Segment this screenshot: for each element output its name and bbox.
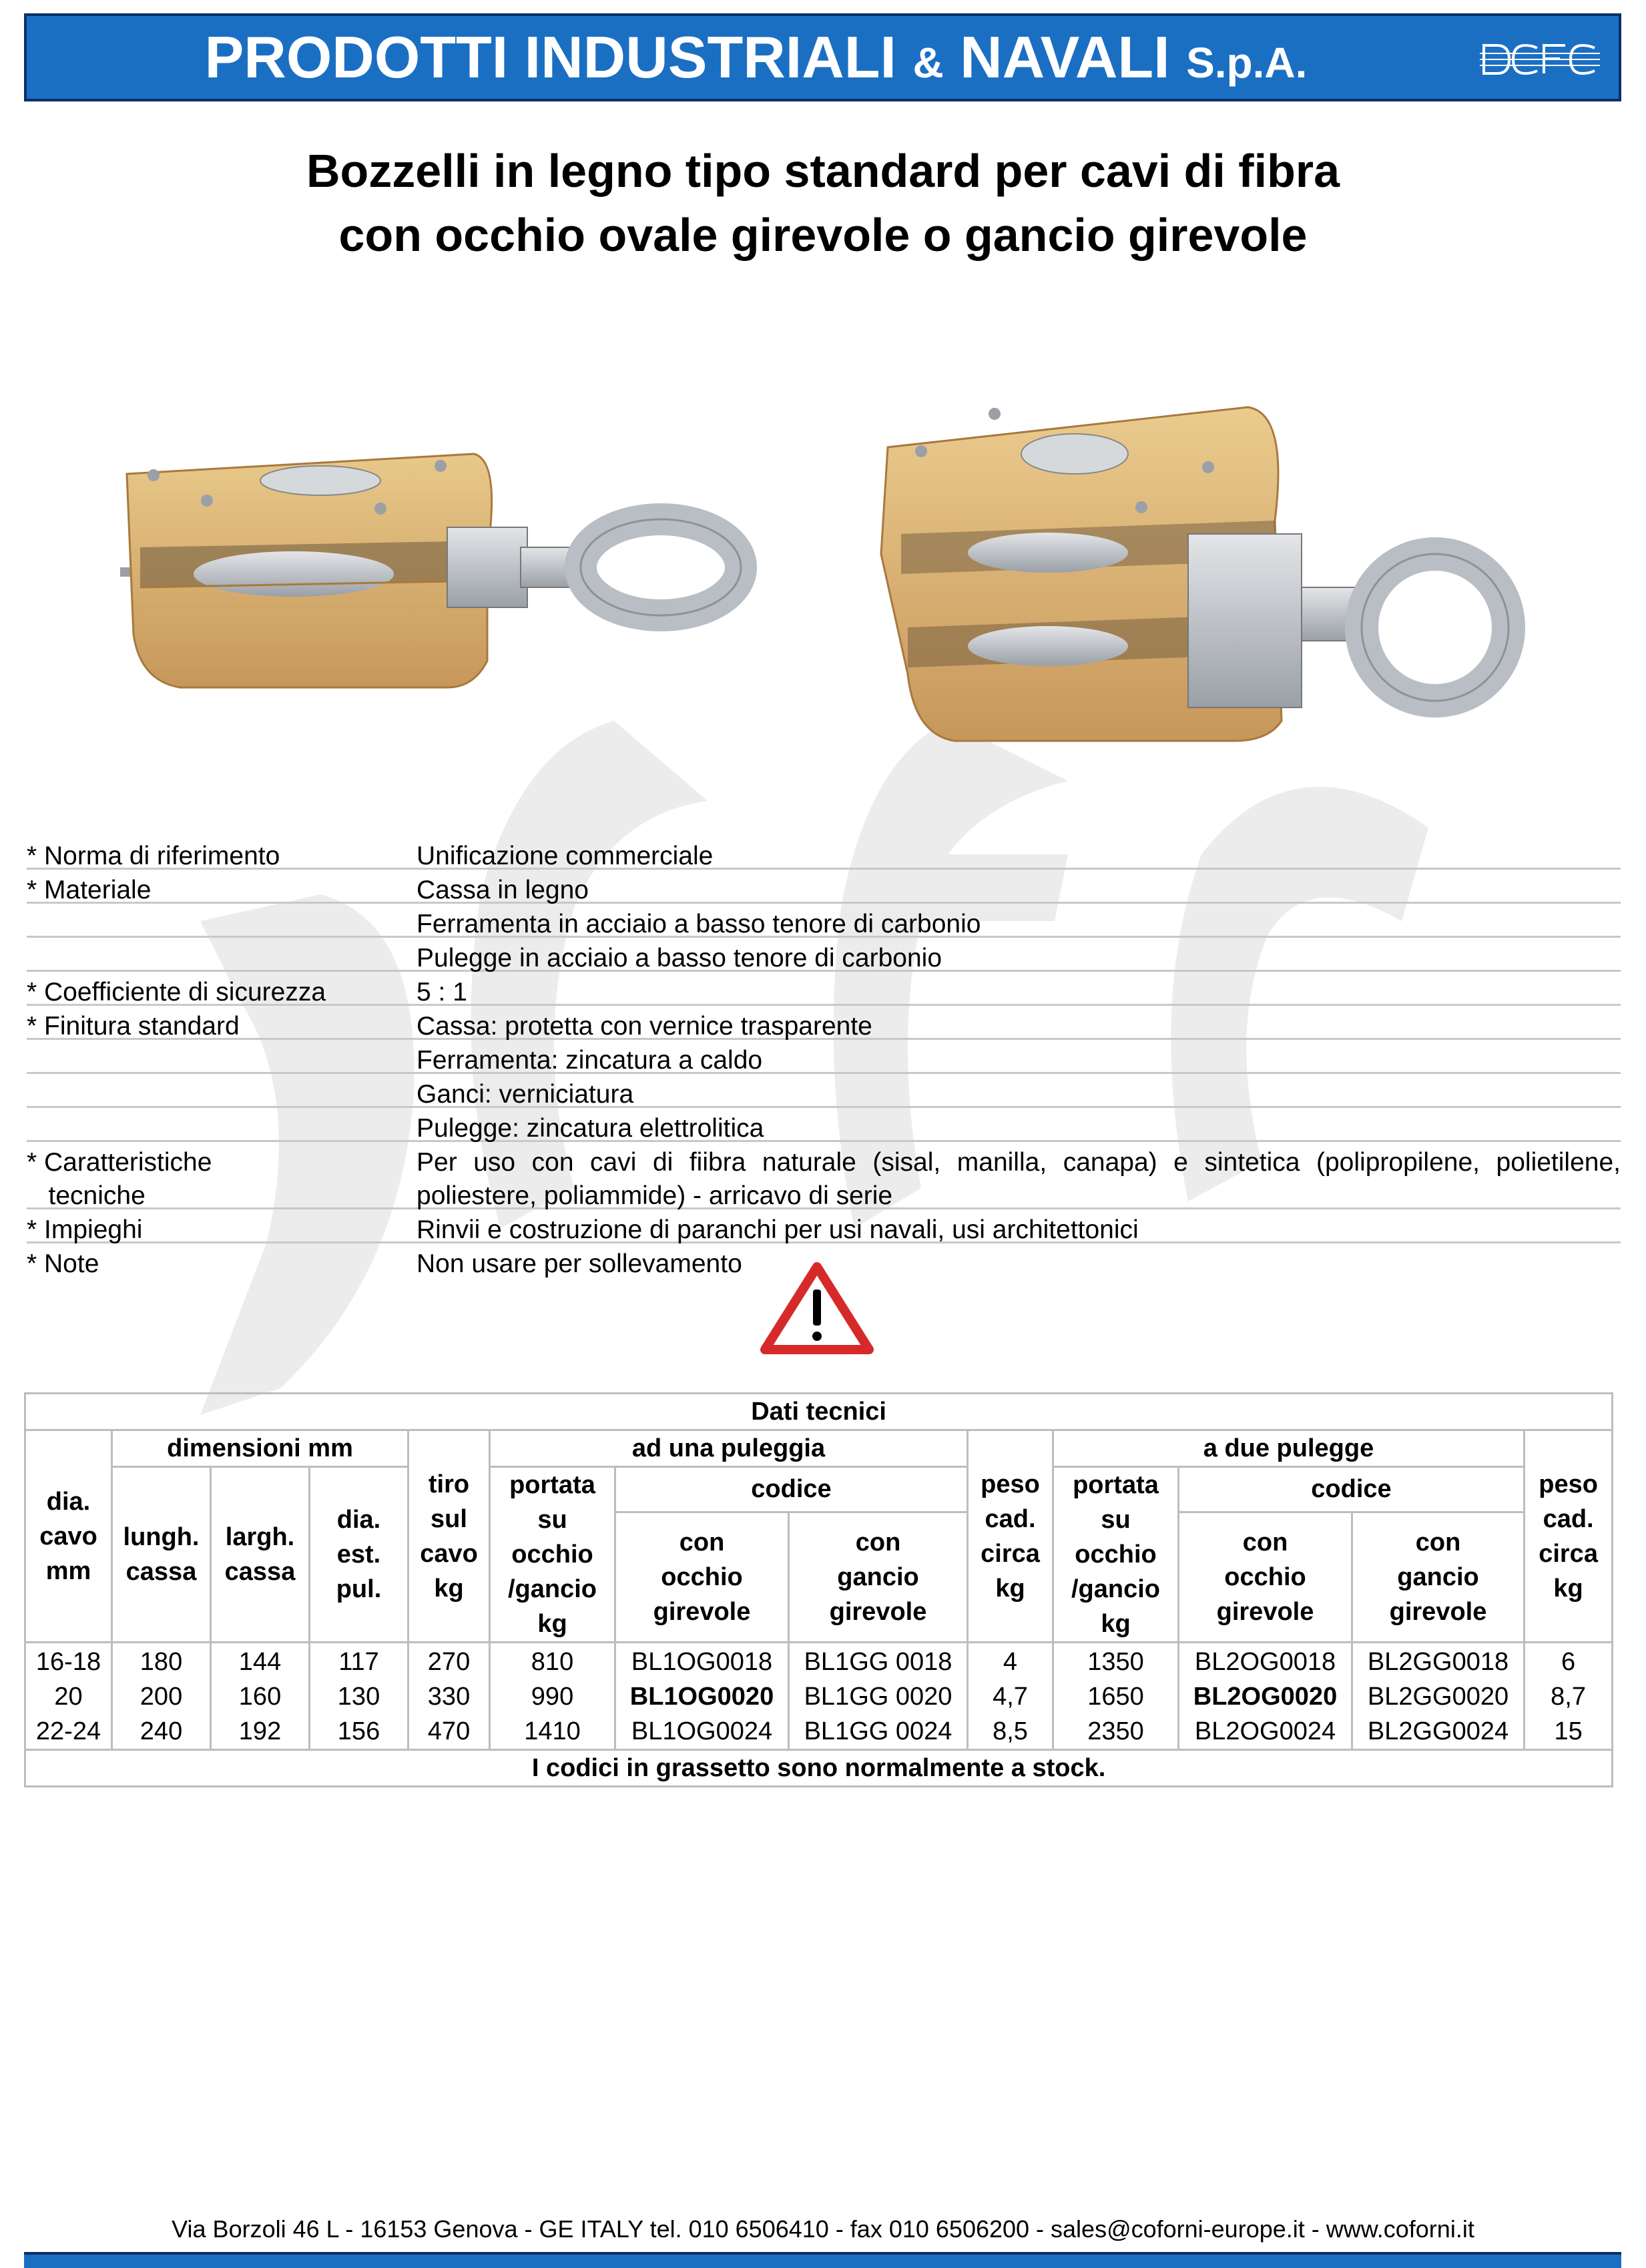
company-name-rest: NAVALI — [960, 24, 1170, 90]
cell: 330 — [427, 1683, 471, 1711]
cell: 4 — [1003, 1648, 1018, 1676]
col-header-dia-est: dia. est. pul. — [310, 1467, 408, 1643]
group-header-due-pulegge: a due pulegge — [1053, 1430, 1525, 1467]
col-header-dia-cavo: dia. cavo mm — [25, 1430, 112, 1643]
cell: 8,5 — [993, 1717, 1028, 1745]
cell: 270 — [427, 1648, 471, 1676]
col-gancio-1 — [789, 1643, 968, 1750]
cell: 117 — [338, 1648, 379, 1676]
spec-label: * Materiale — [27, 876, 152, 904]
spec-row — [27, 1142, 1621, 1209]
spec-row — [27, 1006, 1621, 1040]
code-cell: BL1GG 0018 — [804, 1648, 952, 1676]
cell: 160 — [238, 1683, 282, 1711]
company-name — [27, 16, 1485, 99]
code-cell: BL2OG0018 — [1194, 1648, 1336, 1676]
spec-label: * Norma di riferimento — [27, 842, 280, 870]
spec-row — [27, 836, 1621, 870]
col-header-con-gancio-2: con gancio girevole — [1352, 1512, 1525, 1642]
warning-triangle-icon — [760, 1261, 874, 1355]
spec-value: Per uso con cavi di fiibra naturale (sisal, manilla, canapa) e sintetica (polipropilene, polietilene, poliestere, poliammide) - arricavo di serie — [417, 1148, 1621, 1210]
footer-bar — [24, 2252, 1621, 2268]
spec-value: Ferramenta in acciaio a basso tenore di carbonio — [417, 910, 981, 938]
footer-contact: Via Borzoli 46 L - 16153 Genova - GE ITALY tel. 010 6506410 - fax 010 6506200 - sales@coforni-europe.it - www.coforni.it — [172, 2215, 1474, 2243]
group-header-codice-2: codice — [1179, 1467, 1525, 1512]
code-cell: BL1GG 0020 — [804, 1683, 952, 1711]
spec-label: * Impieghi — [27, 1215, 143, 1244]
spec-value: Cassa: protetta con vernice trasparente — [417, 1012, 872, 1041]
specifications-list — [27, 836, 1621, 1278]
col-dia-est — [310, 1643, 408, 1750]
spec-row — [27, 938, 1621, 972]
company-name-main: PRODOTTI INDUSTRIALI — [204, 24, 896, 90]
col-header-lungh: lungh. cassa — [112, 1467, 211, 1643]
spec-value: Pulegge in acciaio a basso tenore di carbonio — [417, 944, 942, 972]
title-line-1: Bozzelli in legno tipo standard per cavi di fibra — [306, 145, 1340, 197]
cell: 470 — [427, 1717, 471, 1745]
col-occhio-1 — [615, 1643, 789, 1750]
double-sheave-block-photo — [874, 387, 1542, 748]
col-header-con-gancio-1: con gancio girevole — [789, 1512, 968, 1642]
spec-value: Cassa in legno — [417, 876, 589, 904]
cell: 240 — [140, 1717, 183, 1745]
col-peso-2 — [1525, 1643, 1613, 1750]
col-largh — [211, 1643, 310, 1750]
spec-row — [27, 904, 1621, 938]
code-cell: BL2OG0020 — [1193, 1683, 1338, 1711]
code-cell: BL2GG0020 — [1367, 1683, 1509, 1711]
header-bar — [24, 13, 1621, 101]
col-portata-2 — [1053, 1643, 1179, 1750]
col-header-portata-1: portata su occhio /gancio kg — [490, 1467, 615, 1643]
cell: 15 — [1554, 1717, 1583, 1745]
spec-label: * Finitura standard — [27, 1012, 240, 1041]
cell: 4,7 — [993, 1683, 1028, 1711]
company-name-spa: S.p.A. — [1186, 39, 1308, 87]
col-header-con-occhio-2: con occhio girevole — [1179, 1512, 1352, 1642]
tech-data-body — [25, 1643, 1613, 1750]
cell: 180 — [140, 1648, 183, 1676]
page-title — [0, 139, 1646, 267]
spec-row — [27, 972, 1621, 1006]
spec-value: Rinvii e costruzione di paranchi per usi navali, usi architettonici — [417, 1215, 1139, 1244]
spec-label: * Coefficiente di sicurezza — [27, 978, 326, 1007]
col-header-peso-1: peso cad. circa kg — [968, 1430, 1053, 1643]
col-tiro — [408, 1643, 490, 1750]
col-dia — [25, 1643, 112, 1750]
spec-value: Pulegge: zincatura elettrolitica — [417, 1114, 764, 1143]
spec-row — [27, 870, 1621, 904]
tech-table-title: Dati tecnici — [25, 1394, 1613, 1430]
stock-note: I codici in grassetto sono normalmente a stock. — [25, 1750, 1613, 1787]
code-cell: BL2OG0024 — [1194, 1717, 1336, 1745]
cell: 8,7 — [1551, 1683, 1586, 1711]
single-sheave-block-photo — [100, 434, 761, 701]
spec-value: Ferramenta: zincatura a caldo — [417, 1046, 763, 1075]
col-header-portata-2: portata su occhio /gancio kg — [1053, 1467, 1179, 1643]
cell: 22-24 — [35, 1717, 101, 1745]
cell: 2350 — [1087, 1717, 1144, 1745]
col-gancio-2 — [1352, 1643, 1525, 1750]
cell: 1650 — [1087, 1683, 1144, 1711]
cell: 192 — [238, 1717, 282, 1745]
col-occhio-2 — [1179, 1643, 1352, 1750]
spec-row — [27, 1074, 1621, 1108]
spec-label: * Caratteristiche tecniche — [27, 1148, 212, 1210]
spec-row — [27, 1108, 1621, 1142]
cell: 20 — [54, 1683, 83, 1711]
company-name-amp: & — [912, 39, 944, 87]
code-cell: BL1OG0020 — [629, 1683, 774, 1711]
col-header-con-occhio-1: con occhio girevole — [615, 1512, 789, 1642]
col-peso-1 — [968, 1643, 1053, 1750]
cell: 144 — [238, 1648, 282, 1676]
spec-value: Unificazione commerciale — [417, 842, 714, 870]
spec-value: 5 : 1 — [417, 978, 467, 1007]
spec-label: * Note — [27, 1249, 99, 1278]
col-header-tiro: tiro sul cavo kg — [408, 1430, 490, 1643]
group-header-codice-1: codice — [615, 1467, 968, 1512]
code-cell: BL2GG0024 — [1367, 1717, 1509, 1745]
title-line-2: con occhio ovale girevole o gancio girevole — [338, 209, 1308, 261]
group-header-una-puleggia: ad una puleggia — [490, 1430, 968, 1467]
cell: 200 — [140, 1683, 183, 1711]
spec-row — [27, 1040, 1621, 1074]
cell: 6 — [1561, 1648, 1576, 1676]
cell: 1410 — [524, 1717, 581, 1745]
cell: 156 — [337, 1717, 380, 1745]
code-cell: BL1OG0018 — [631, 1648, 773, 1676]
spec-value: Non usare per sollevamento — [417, 1249, 742, 1278]
code-cell: BL1GG 0024 — [804, 1717, 952, 1745]
col-header-peso-2: peso cad. circa kg — [1525, 1430, 1613, 1643]
cell: 810 — [531, 1648, 574, 1676]
col-portata-1 — [490, 1643, 615, 1750]
dcfc-logo-icon — [1480, 39, 1600, 80]
code-cell: BL2GG0018 — [1367, 1648, 1509, 1676]
spec-row — [27, 1209, 1621, 1243]
spec-value: Ganci: verniciatura — [417, 1080, 634, 1109]
cell: 130 — [337, 1683, 380, 1711]
col-header-largh: largh. cassa — [211, 1467, 310, 1643]
cell: 1350 — [1087, 1648, 1144, 1676]
col-lungh — [112, 1643, 211, 1750]
cell: 990 — [531, 1683, 574, 1711]
code-cell: BL1OG0024 — [631, 1717, 773, 1745]
cell: 16-18 — [35, 1648, 101, 1676]
group-header-dimensioni: dimensioni mm — [112, 1430, 408, 1467]
technical-data-table — [24, 1392, 1613, 1787]
